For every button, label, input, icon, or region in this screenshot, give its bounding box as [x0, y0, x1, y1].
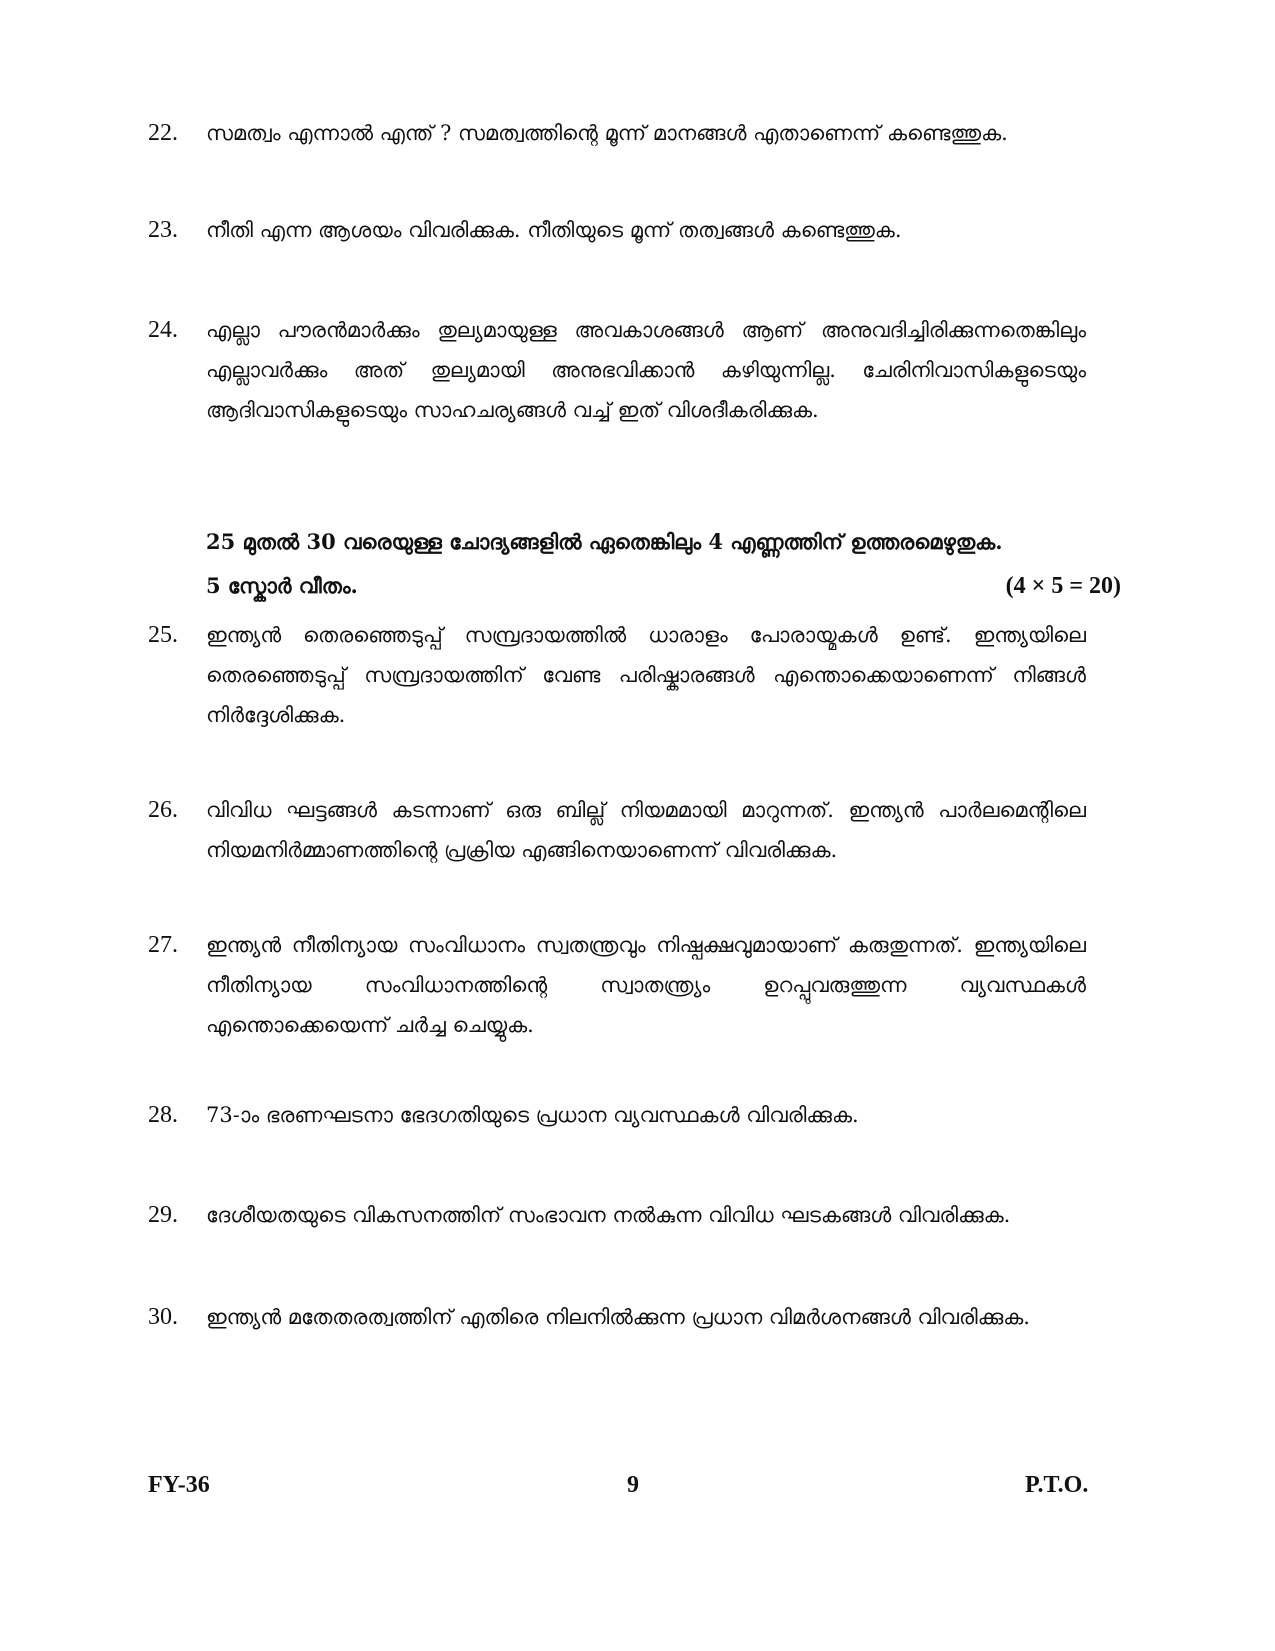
section-marks: (4 × 5 = 20) [1005, 573, 1121, 599]
page-number: 9 [627, 1472, 639, 1498]
question-text: ദേശീയതയുടെ വികസനത്തിന് സംഭാവന നൽകുന്ന വിവിധ ഘടകങ്ങൾ വിവരിക്കുക. [206, 1203, 1011, 1227]
question-text: 73-ാം ഭരണഘടനാ ഭേദഗതിയുടെ പ്രധാന വ്യവസ്ഥകൾ വിവരിക്കുക. [206, 1103, 859, 1127]
question-number: 27. [148, 932, 178, 958]
question-number: 28. [148, 1102, 178, 1128]
question-text: ഇന്ത്യൻ മതേതരത്വത്തിന് എതിരെ നിലനിൽക്കുന്ന പ്രധാന വിമർശനങ്ങൾ വിവരിക്കുക. [206, 1305, 1030, 1329]
question-text: എല്ലാ പൗരൻമാർക്കും തുല്യമായുള്ള അവകാശങ്ങൾ ആണ് അനുവദിച്ചിരിക്കുന്നതെങ്കിലും എല്ലാവർക്കും അത് തുല്യമായി അനുഭവിക്കാൻ കഴിയുന്നില്ല. ചേരിനിവാസികളുടെയും ആദിവാസികളുടെയും സാഹചര്യങ്ങൾ വച്ച് ഇത് വിശദീകരിക്കുക. [206, 318, 1086, 422]
question-number: 23. [148, 217, 178, 243]
question-text: ഇന്ത്യൻ തെരഞ്ഞെടുപ്പ് സമ്പ്രദായത്തിൽ ധാരാളം പോരായ്മകൾ ഉണ്ട്. ഇന്ത്യയിലെ തെരഞ്ഞെടുപ്പ് സമ്പ്രദായത്തിന് വേണ്ട പരിഷ്കാരങ്ങൾ എന്തൊക്കെയാണെന്ന് നിങ്ങൾ നിർദ്ദേശിക്കുക. [206, 623, 1086, 727]
paper-code: FY-36 [148, 1472, 210, 1498]
instruction-text: 25 മുതൽ 30 വരെയുള്ള ചോദ്യങ്ങളിൽ ഏതെങ്കിലും 4 എണ്ണത്തിന് ഉത്തരമെഴുതുക. [206, 529, 1003, 554]
question-number: 29. [148, 1202, 178, 1228]
please-turn-over: P.T.O. [1025, 1472, 1089, 1498]
question-number: 22. [148, 120, 178, 146]
question-number: 25. [148, 622, 178, 648]
question-text: സമത്വം എന്നാൽ എന്ത് ? സമത്വത്തിന്റെ മൂന്ന് മാനങ്ങൾ എതാണെന്ന് കണ്ടെത്തുക. [206, 121, 1008, 145]
question-text: വിവിധ ഘട്ടങ്ങൾ കടന്നാണ് ഒരു ബില്ല് നിയമമായി മാറുന്നത്. ഇന്ത്യൻ പാർലമെന്റിലെ നിയമനിർമ്മാണത്തിന്റെ പ്രക്രിയ എങ്ങിനെയാണെന്ന് വിവരിക്കുക. [206, 798, 1086, 862]
score-per-question: 5 സ്കോർ വീതം. [206, 573, 358, 598]
section-instruction [206, 520, 1121, 608]
question-number: 24. [148, 317, 178, 343]
instruction-score-row [206, 564, 1121, 608]
question-number: 26. [148, 797, 178, 823]
question-text: നീതി എന്ന ആശയം വിവരിക്കുക. നീതിയുടെ മൂന്ന് തത്വങ്ങൾ കണ്ടെത്തുക. [206, 218, 902, 242]
question-number: 30. [148, 1304, 178, 1330]
question-text: ഇന്ത്യൻ നീതിന്യായ സംവിധാനം സ്വതന്ത്രവും നിഷ്പക്ഷവുമായാണ് കരുതുന്നത്. ഇന്ത്യയിലെ നീതിന്യായ സംവിധാനത്തിന്റെ സ്വാതന്ത്ര്യം ഉറപ്പുവരുത്തുന്ന വ്യവസ്ഥകൾ എന്തൊക്കെയെന്ന് ചർച്ച ചെയ്യുക. [206, 933, 1086, 1037]
